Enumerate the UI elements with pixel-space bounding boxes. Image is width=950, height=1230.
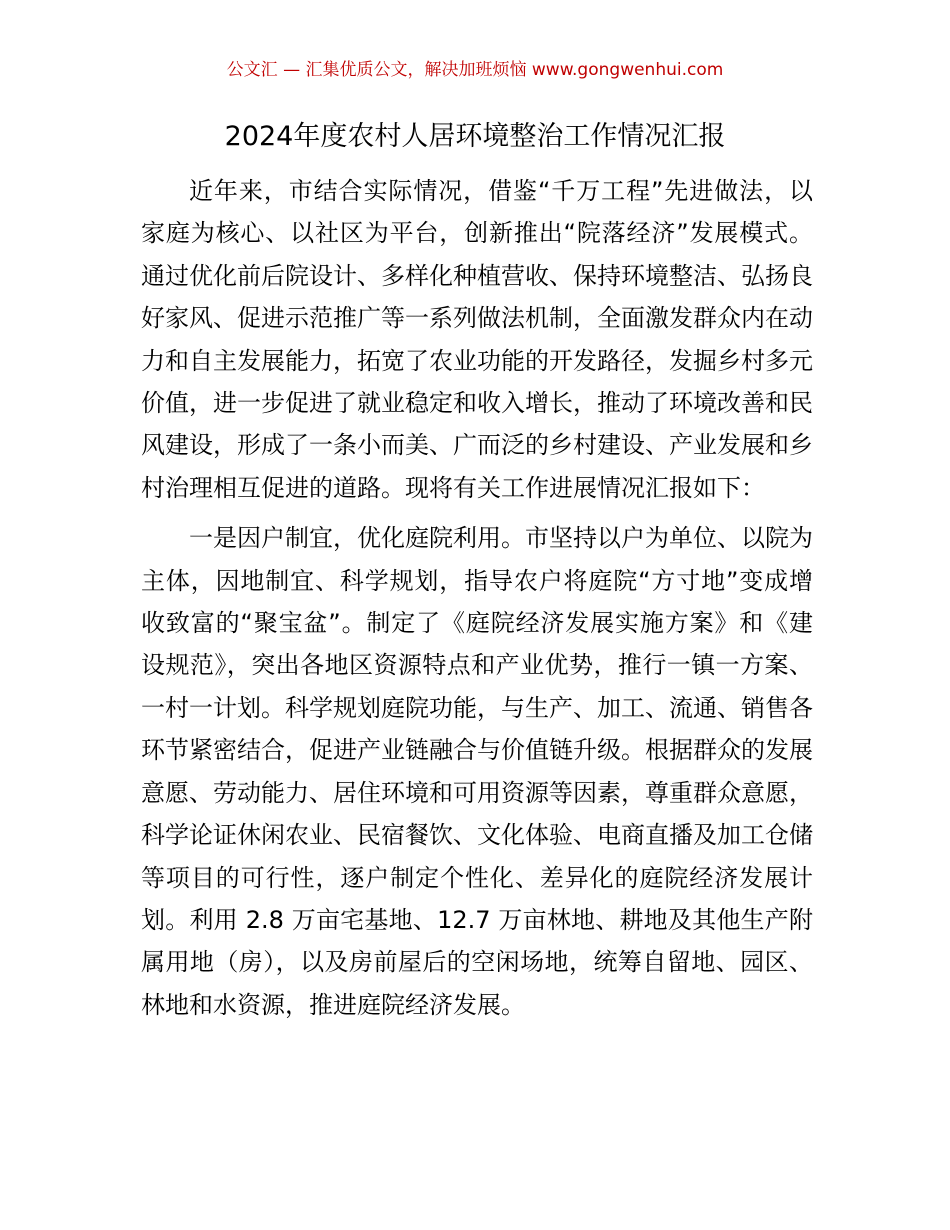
document-body bbox=[141, 170, 813, 1026]
paragraph-section-one: 一是因户制宜，优化庭院利用。市坚持以户为单位、以院为主体，因地制宜、科学规划，指导农户将庭院“方寸地”变成增收致富的“聚宝盆”。制定了《庭院经济发展实施方案》和《建设规范》，突出各地区资源特点和产业优势，推行一镇一方案、一村一计划。科学规划庭院功能，与生产、加工、流通、销售各环节紧密结合，促进产业链融合与价值链升级。根据群众的发展意愿、劳动能力、居住环境和可用资源等因素，尊重群众意愿，科学论证休闲农业、民宿餐饮、文化体验、电商直播及加工仓储等项目的可行性，逐户制定个性化、差异化的庭院经济发展计划。利用 2.8 万亩宅基地、12.7 万亩林地、耕地及其他生产附属用地（房），以及房前屋后的空闲场地，统筹自留地、园区、林地和水资源，推进庭院经济发展。 bbox=[141, 524, 813, 1019]
document-title: 2024年度农村人居环境整治工作情况汇报 bbox=[224, 121, 726, 152]
site-header-banner: 公文汇 — 汇集优质公文，解决加班烦恼 www.gongwenhui.com bbox=[226, 60, 724, 80]
paragraph-intro: 近年来，市结合实际情况，借鉴“千万工程”先进做法，以家庭为核心、以社区为平台，创新推出“院落经济”发展模式。通过优化前后院设计、多样化种植营收、保持环境整洁、弘扬良好家风、促进示范推广等一系列做法机制，全面激发群众内在动力和自主发展能力，拓宽了农业功能的开发路径，发掘乡村多元价值，进一步促进了就业稳定和收入增长，推动了环境改善和民风建设，形成了一条小而美、广而泛的乡村建设、产业发展和乡村治理相互促进的道路。现将有关工作进展情况汇报如下： bbox=[141, 177, 813, 502]
